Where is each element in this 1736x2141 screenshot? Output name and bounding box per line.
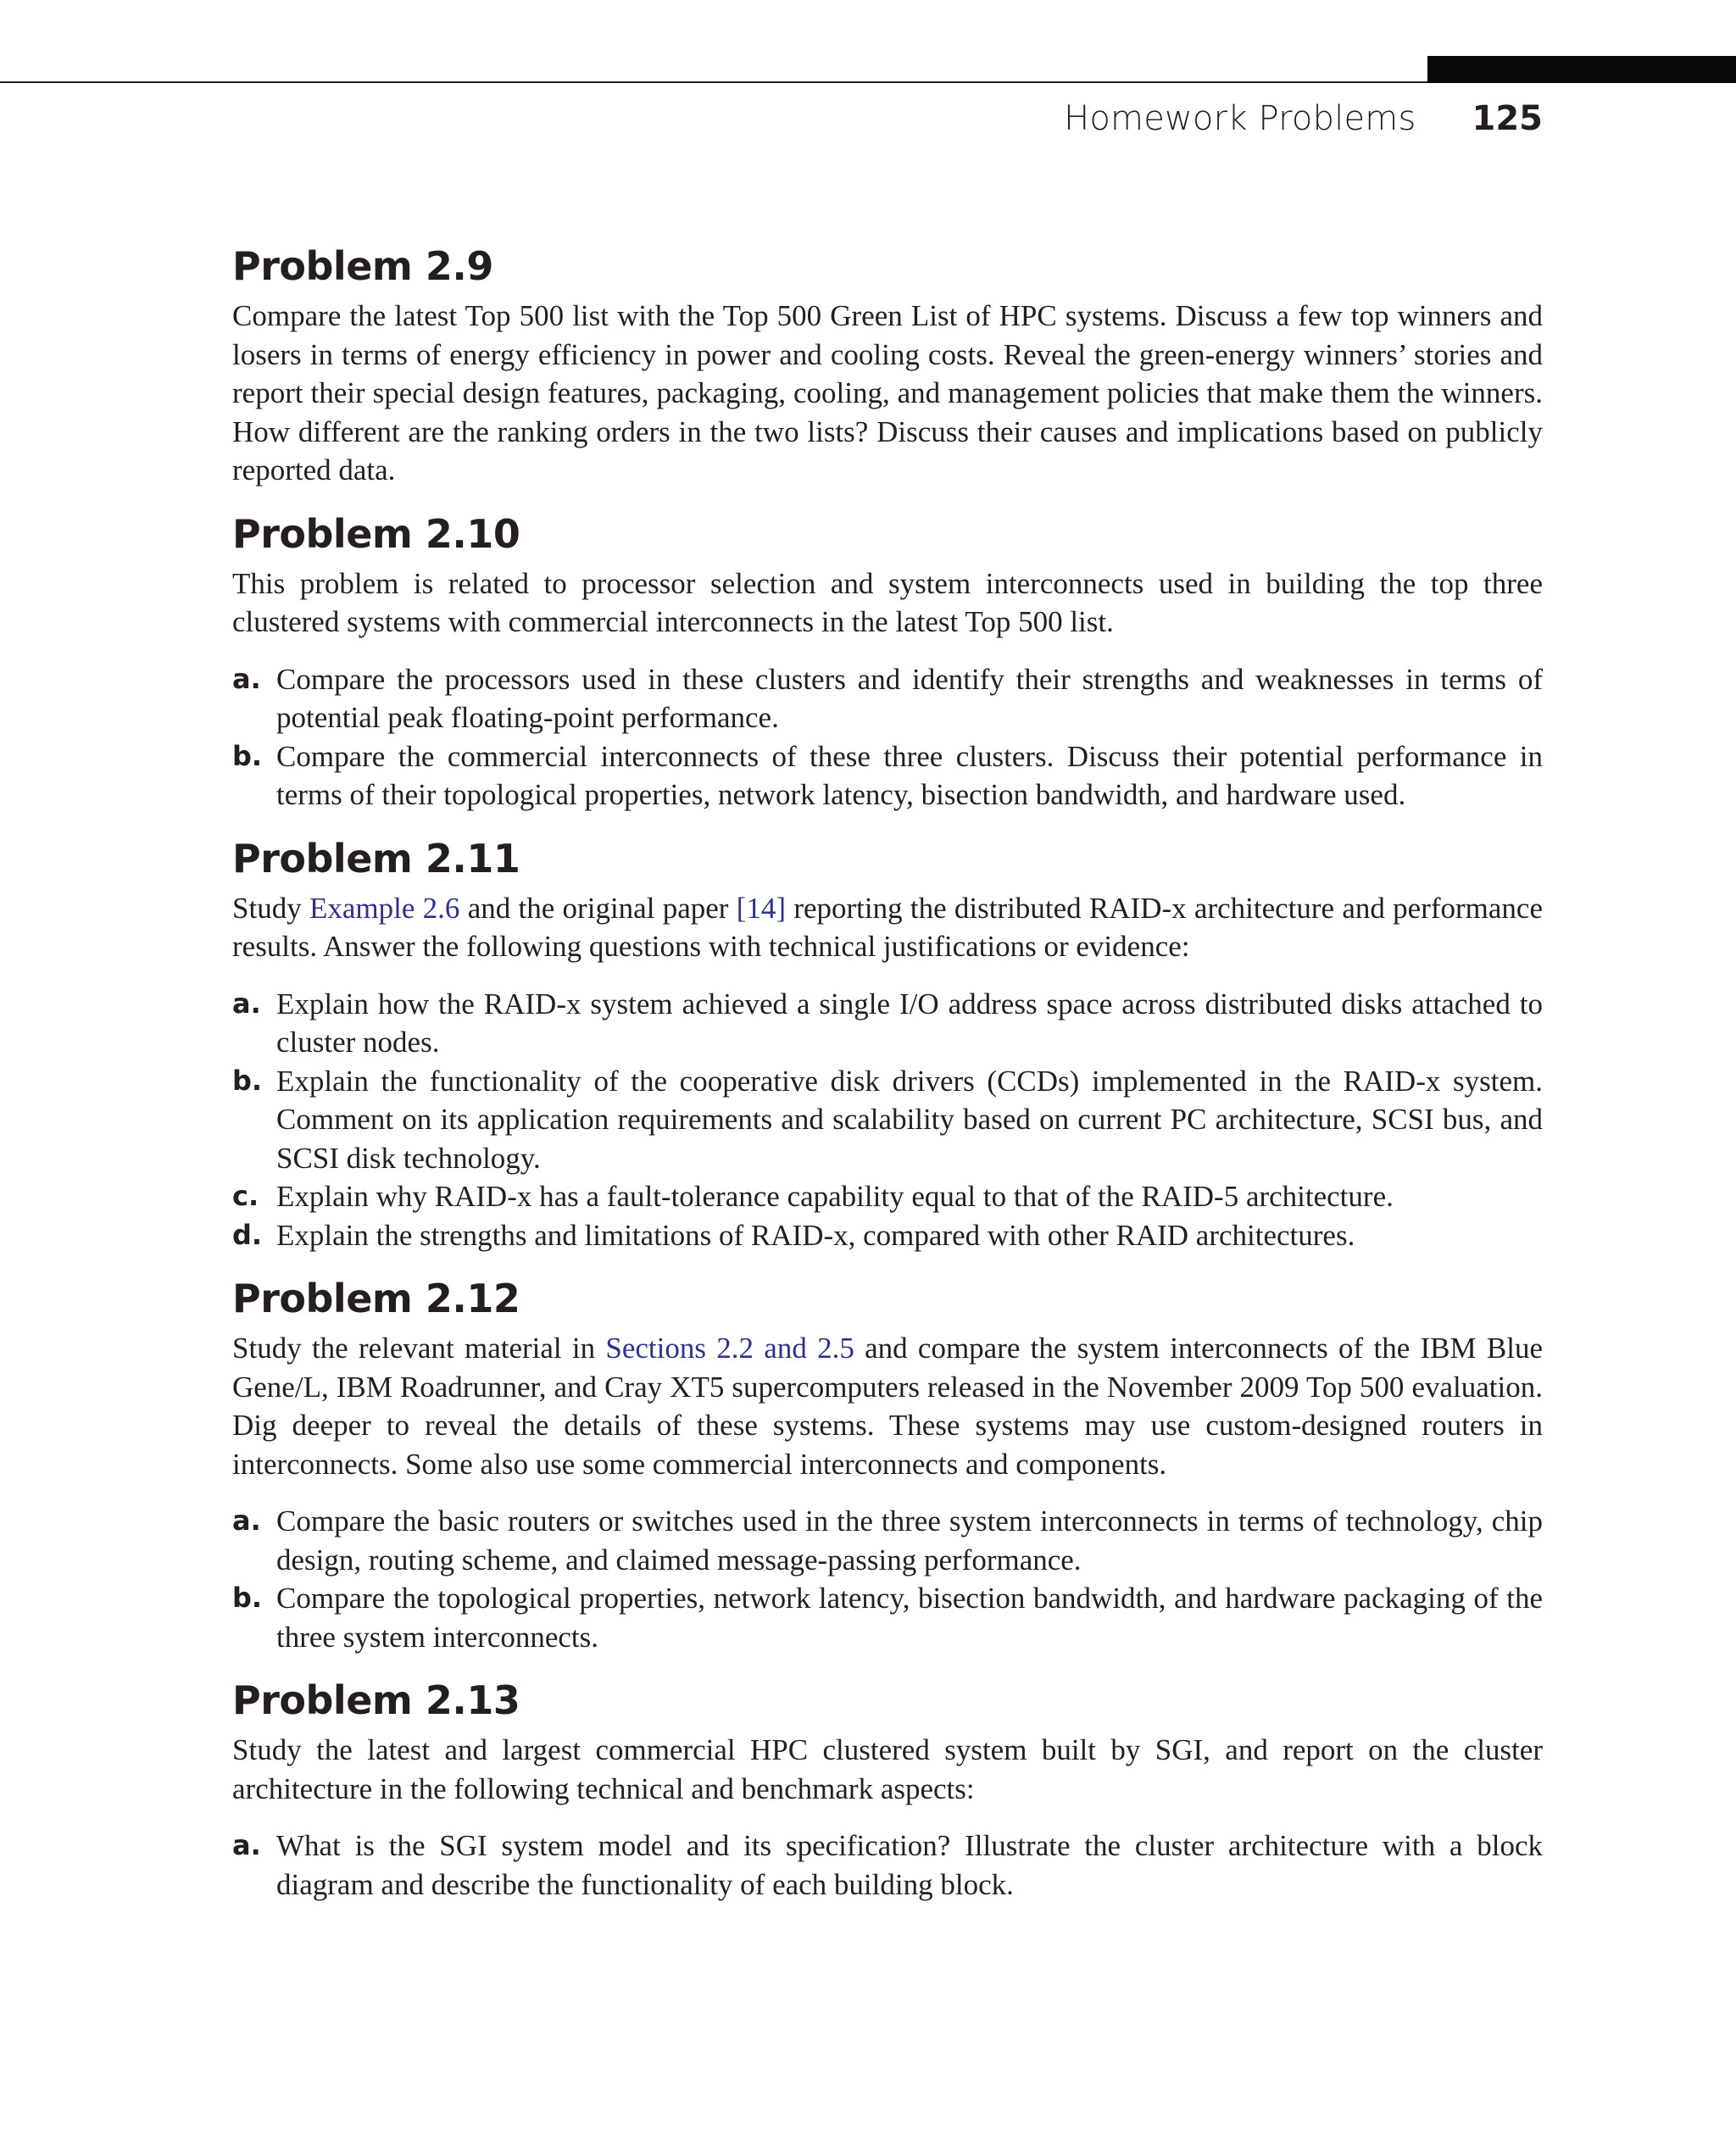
problem-2-10 bbox=[232, 509, 1543, 815]
sub-question-text: What is the SGI system model and its specification? Illustrate the cluster architecture with a block diagram and describe the functionality of each building block. bbox=[276, 1829, 1543, 1901]
problem-2-9 bbox=[232, 241, 1543, 490]
sub-question-text: Compare the processors used in these clusters and identify their strengths and weaknesses in terms of potential peak floating-point performance. bbox=[276, 662, 1543, 734]
sub-question-label: c. bbox=[232, 1180, 259, 1212]
body-text: and the original paper bbox=[459, 891, 737, 925]
sub-question-label: a. bbox=[232, 662, 261, 695]
body-text: reporting the distributed RAID-x architecture and performance results. Answer the following questions with technical justifications or evidence: bbox=[232, 891, 1543, 963]
problem-body: Study the latest and largest commercial HPC clustered system built by SGI, and report on the cluster architecture in the following technical and benchmark aspects: bbox=[232, 1733, 1543, 1805]
sub-question-label: a. bbox=[232, 1504, 261, 1537]
body-text: and compare the system interconnects of the IBM Blue Gene/L, IBM Roadrunner, and Cray XT5 supercomputers released in the November 2009 Top 500 evaluation. Dig deeper to reveal the details of these systems. These systems may use custom-designed routers in interconnects. Some also use some commercial interconnects and components. bbox=[232, 1332, 1543, 1481]
sub-question bbox=[232, 1579, 1543, 1656]
example-2-6-link[interactable]: Example 2.6 bbox=[309, 891, 460, 925]
problem-title: Problem 2.9 bbox=[232, 243, 493, 289]
sub-question-label: a. bbox=[232, 1829, 261, 1861]
sub-question-label: a. bbox=[232, 987, 261, 1020]
sub-question bbox=[232, 1177, 1543, 1216]
page-number: 125 bbox=[1472, 99, 1543, 138]
problem-body bbox=[232, 889, 1543, 966]
sub-question-text: Explain the functionality of the cooperative disk drivers (CCDs) implemented in the RAID-x system. Comment on its application requirements and scalability based on current PC architecture, SCSI bus, and SCSI disk technology. bbox=[276, 1064, 1543, 1175]
sub-question-list bbox=[232, 1502, 1543, 1656]
sub-question bbox=[232, 985, 1543, 1062]
running-header bbox=[1064, 95, 1543, 142]
sub-question-list bbox=[232, 985, 1543, 1255]
sub-question bbox=[232, 1502, 1543, 1579]
sub-question-list bbox=[232, 1827, 1543, 1904]
sub-question bbox=[232, 1827, 1543, 1904]
sub-question-label: b. bbox=[232, 1582, 263, 1614]
header-rule-block bbox=[1427, 56, 1736, 83]
reference-14-link[interactable]: [14] bbox=[736, 891, 787, 925]
sub-question-list bbox=[232, 660, 1543, 815]
sub-question-text: Explain the strengths and limitations of RAID-x, compared with other RAID architectures. bbox=[276, 1218, 1355, 1252]
sub-question-text: Compare the basic routers or switches used in the three system interconnects in terms of technology, chip design, routing scheme, and claimed message-passing performance. bbox=[276, 1504, 1543, 1577]
page-content bbox=[232, 241, 1543, 1904]
sub-question-label: b. bbox=[232, 739, 263, 772]
problem-title: Problem 2.11 bbox=[232, 835, 520, 881]
body-text: Study bbox=[232, 891, 309, 925]
sub-question-text: Explain why RAID-x has a fault-tolerance capability equal to that of the RAID-5 architecture. bbox=[276, 1180, 1394, 1213]
problem-title: Problem 2.10 bbox=[232, 510, 520, 557]
running-title: Homework Problems bbox=[1064, 99, 1416, 138]
sub-question-text: Compare the topological properties, network latency, bisection bandwidth, and hardware packaging of the three system interconnects. bbox=[276, 1582, 1543, 1654]
problem-title: Problem 2.13 bbox=[232, 1677, 520, 1723]
sub-question bbox=[232, 737, 1543, 815]
sub-question-label: d. bbox=[232, 1218, 263, 1251]
sub-question-text: Compare the commercial interconnects of these three clusters. Discuss their potential performance in terms of their topological properties, network latency, bisection bandwidth, and hardware used. bbox=[276, 739, 1543, 811]
sections-2-2-2-5-link[interactable]: Sections 2.2 and 2.5 bbox=[605, 1332, 854, 1365]
sub-question-text: Explain how the RAID-x system achieved a single I/O address space across distributed disks attached to cluster nodes. bbox=[276, 987, 1543, 1059]
problem-body: This problem is related to processor selection and system interconnects used in building the top three clustered systems with commercial interconnects in the latest Top 500 list. bbox=[232, 566, 1543, 638]
sub-question-label: b. bbox=[232, 1064, 263, 1097]
problem-title: Problem 2.12 bbox=[232, 1276, 520, 1321]
problem-body bbox=[232, 1329, 1543, 1483]
sub-question bbox=[232, 1216, 1543, 1255]
body-text: Study the relevant material in bbox=[232, 1332, 606, 1365]
problem-body: Compare the latest Top 500 list with the Top 500 Green List of HPC systems. Discuss a few top winners and losers in terms of energy efficiency in power and cooling costs. Reveal the green-energy winners’ stories and report their special design features, packaging, cooling, and management policies that make them the winners. How different are the ranking orders in the two lists? Discuss their causes and implications based on publicly reported data. bbox=[232, 299, 1543, 487]
sub-question bbox=[232, 1062, 1543, 1178]
problem-2-13 bbox=[232, 1675, 1543, 1904]
problem-2-11 bbox=[232, 833, 1543, 1255]
problem-2-12 bbox=[232, 1273, 1543, 1656]
sub-question bbox=[232, 660, 1543, 737]
